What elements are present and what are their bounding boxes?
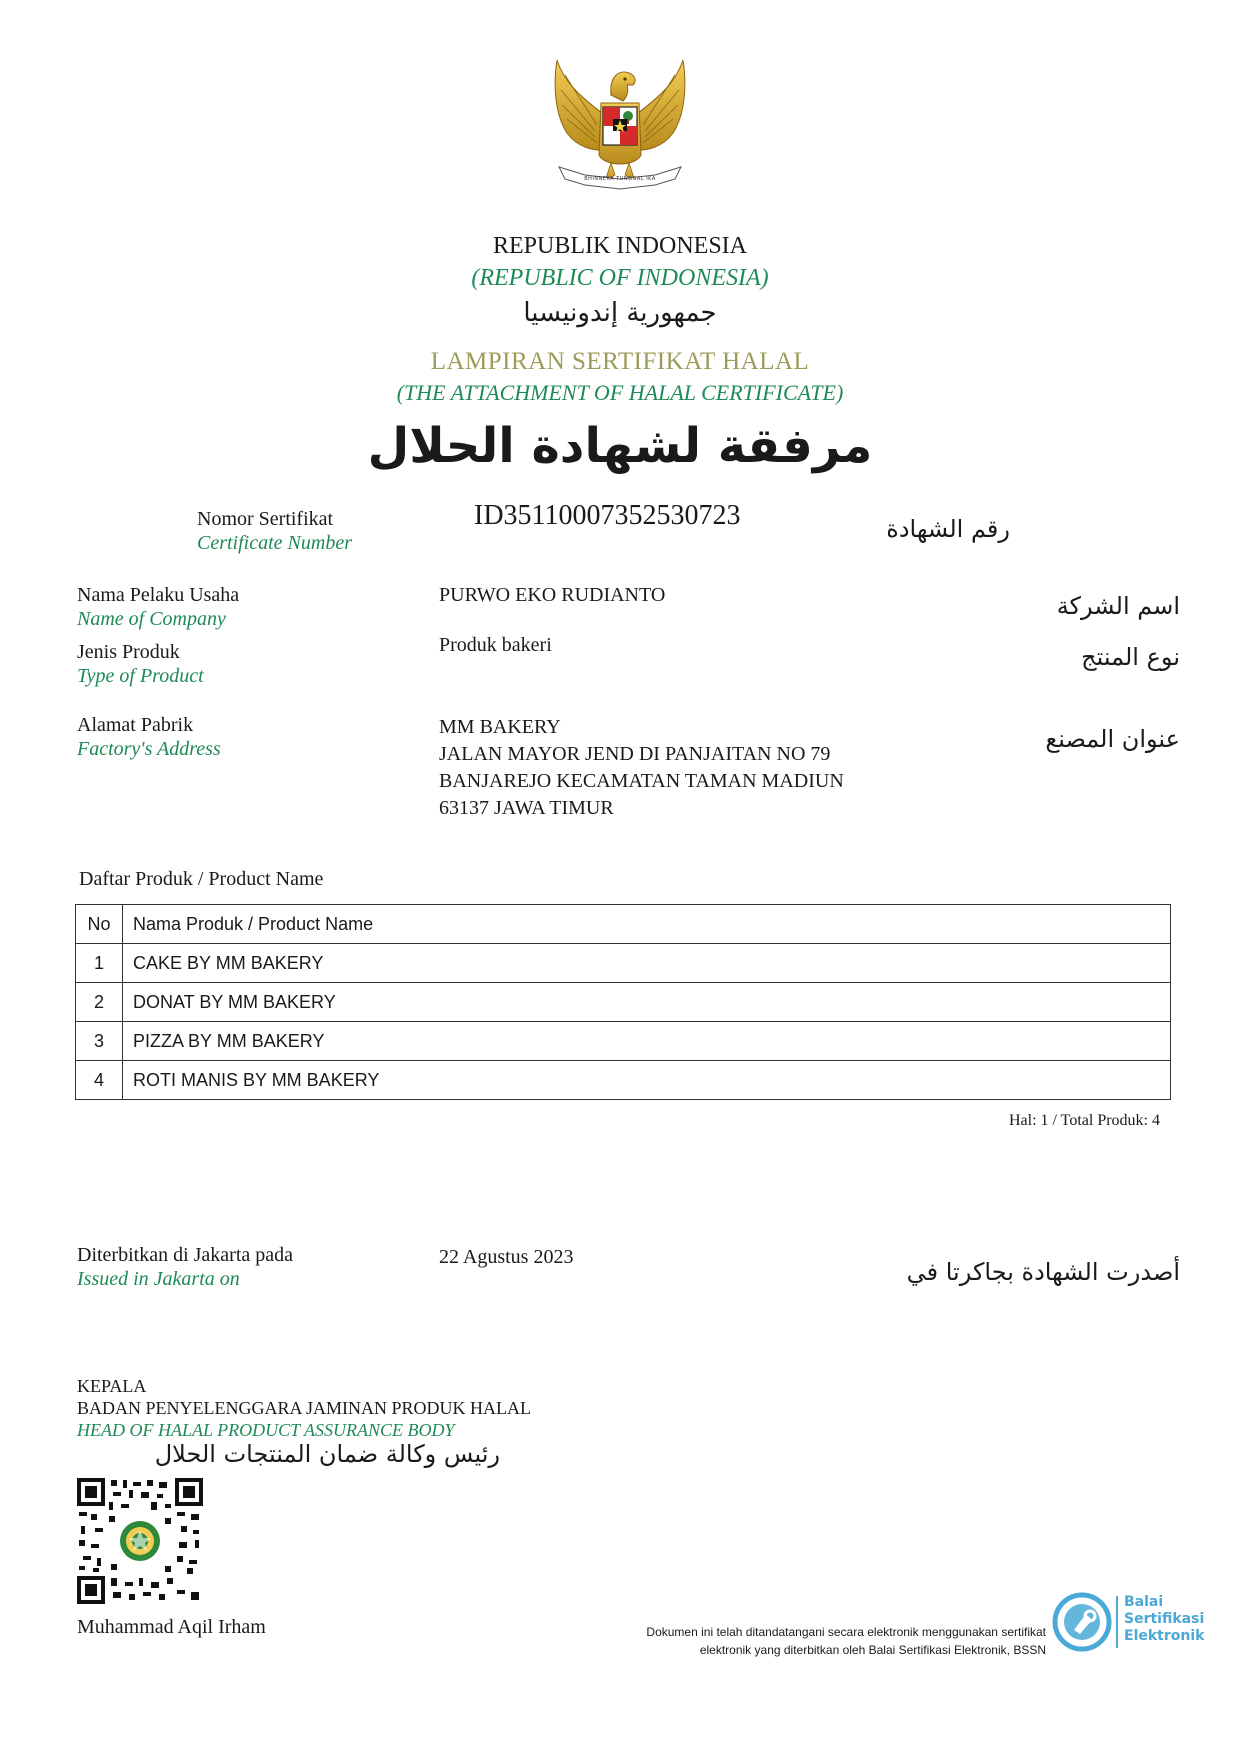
country-title-id: REPUBLIK INDONESIA (493, 233, 747, 259)
product-page-count: Hal: 1 / Total Produk: 4 (1008, 1112, 1160, 1129)
table-row (76, 1061, 1171, 1100)
country-title-en: (REPUBLIC OF INDONESIA) (471, 265, 769, 291)
signatory-title-en: HEAD OF HALAL PRODUCT ASSURANCE BODY (77, 1420, 455, 1440)
garuda-emblem (545, 55, 695, 205)
certificate-number: ID35110007352530723 (474, 500, 741, 531)
doc-title-id: LAMPIRAN SERTIFIKAT HALAL (430, 348, 810, 375)
row-product-name: DONAT BY MM BAKERY (123, 983, 1171, 1022)
factory-address-line: JALAN MAYOR JEND DI PANJAITAN NO 79 (439, 743, 831, 765)
qr-code[interactable] (77, 1478, 203, 1604)
certificate-label-en: Certificate Number (197, 532, 352, 554)
product-type-label-id: Jenis Produk (77, 641, 180, 663)
bsre-wordmark-line: Balai (1124, 1594, 1164, 1610)
doc-title-ar: مرفقة لشهادة الحلال (367, 418, 873, 474)
row-no: 3 (76, 1022, 123, 1061)
notice-line-2: elektronik yang diterbitkan oleh Balai Sertifikasi Elektronik, BSSN (699, 1643, 1046, 1657)
product-type-label-en: Type of Product (77, 665, 204, 687)
bsre-emblem-icon (1052, 1592, 1112, 1652)
company-value: PURWO EKO RUDIANTO (439, 584, 666, 606)
product-type-label-ar: نوع المنتج (1081, 643, 1180, 671)
table-row (76, 983, 1171, 1022)
row-no: 2 (76, 983, 123, 1022)
certificate-label-ar: رقم الشهادة (886, 515, 1010, 543)
row-no: 1 (76, 944, 123, 983)
factory-address (439, 714, 844, 822)
signatory-title-2: BADAN PENYELENGGARA JAMINAN PRODUK HALAL (77, 1398, 531, 1418)
table-header-row (76, 905, 1171, 944)
bsre-wordmark-line: Elektronik (1124, 1628, 1205, 1644)
bsre-wordmark (1124, 1594, 1204, 1645)
company-label-en: Name of Company (77, 608, 226, 630)
factory-address-line: 63137 JAWA TIMUR (439, 797, 614, 819)
row-no: 4 (76, 1061, 123, 1100)
bsre-divider (1116, 1596, 1118, 1648)
notice-line-1: Dokumen ini telah ditandatangani secara elektronik menggunakan sertifikat (646, 1625, 1046, 1639)
issued-label-en: Issued in Jakarta on (77, 1268, 240, 1290)
factory-label-en: Factory's Address (77, 738, 221, 760)
row-product-name: ROTI MANIS BY MM BAKERY (123, 1061, 1171, 1100)
factory-label-ar: عنوان المصنع (1045, 725, 1180, 753)
emblem-ribbon-text: BHINNEKA TUNGGAL IKA (584, 176, 656, 182)
bsre-logo (1052, 1592, 1220, 1654)
doc-title-en: (THE ATTACHMENT OF HALAL CERTIFICATE) (396, 380, 844, 405)
product-list-title: Daftar Produk / Product Name (79, 868, 324, 890)
header-no: No (76, 905, 123, 944)
issued-label-ar: أصدرت الشهادة بجاكرتا في (906, 1258, 1180, 1286)
factory-label-id: Alamat Pabrik (77, 714, 194, 736)
signatory-title-1: KEPALA (77, 1376, 147, 1396)
table-row (76, 1022, 1171, 1061)
product-table (75, 904, 1171, 1100)
certificate-label-id: Nomor Sertifikat (197, 508, 334, 530)
signatory-name: Muhammad Aqil Irham (77, 1616, 266, 1638)
company-label-ar: اسم الشركة (1056, 592, 1180, 620)
signatory-title-ar: رئيس وكالة ضمان المنتجات الحلال (154, 1440, 500, 1468)
electronic-signature-notice (560, 1623, 1046, 1659)
row-product-name: CAKE BY MM BAKERY (123, 944, 1171, 983)
garuda-icon (545, 55, 695, 205)
qr-code-icon (77, 1478, 203, 1604)
factory-address-line: BANJAREJO KECAMATAN TAMAN MADIUN (439, 770, 844, 792)
header-product-name: Nama Produk / Product Name (123, 905, 1171, 944)
factory-address-line: MM BAKERY (439, 716, 561, 738)
product-type-value: Produk bakeri (439, 634, 552, 656)
bsre-wordmark-line: Sertifikasi (1124, 1611, 1205, 1627)
table-row (76, 944, 1171, 983)
issued-label-id: Diterbitkan di Jakarta pada (77, 1244, 294, 1266)
country-title-ar: جمهورية إندونيسيا (523, 298, 717, 328)
row-product-name: PIZZA BY MM BAKERY (123, 1022, 1171, 1061)
company-label-id: Nama Pelaku Usaha (77, 584, 240, 606)
issued-date: 22 Agustus 2023 (439, 1246, 574, 1268)
